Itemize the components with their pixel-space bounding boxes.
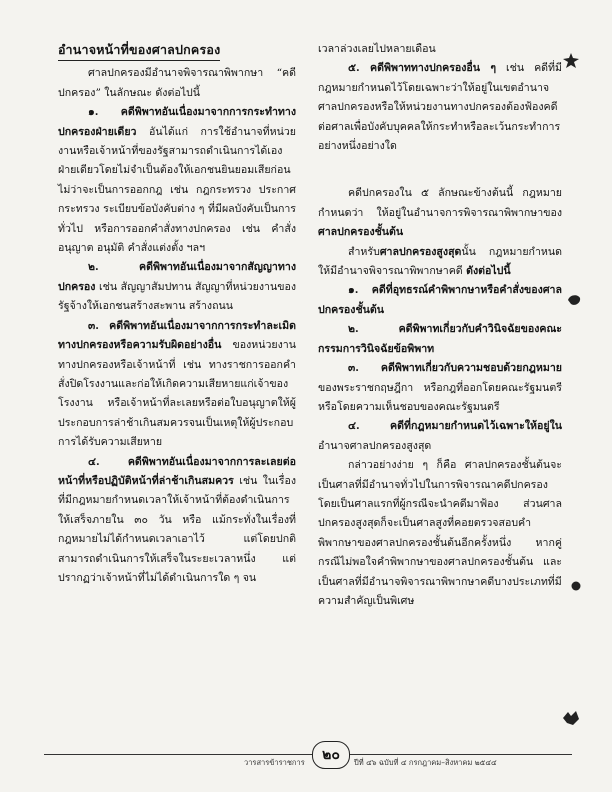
- para3-following: ดังต่อไปนี้: [466, 265, 511, 278]
- right-column: [318, 40, 562, 611]
- supreme-item-4: [318, 417, 562, 456]
- supreme-item-1-label: ๑. คดีที่อุทธรณ์คำพิพากษาหรือคำสั่งของศาลปกครองชั้นต้น: [318, 284, 562, 316]
- summary-paragraph: กล่าวอย่างง่าย ๆ ก็คือ ศาลปกครองชั้นต้นจะเป็นศาลที่มีอำนาจทั่วไปในการพิจารณาคดีปกครองโดยเป็นศาลแรกที่ผู้กรณีจะนำคดีมาฟ้อง ส่วนศาลปกครองสูงสุดก็จะเป็นศาลสูงที่คอยตรวจสอบคำพิพากษาของศาลปกครองชั้นต้นอีกครั้งหนึ่ง หากคู่กรณีไม่พอใจคำพิพากษาของศาลปกครองชั้นต้น และเป็นศาลที่มีอำนาจพิจารณาพิพากษาคดีบางประเภทที่มีความสำคัญเป็นพิเศษ: [318, 459, 562, 607]
- supreme-item-3-text: ของพระราชกฤษฎีกา หรือกฎที่ออกโดยคณะรัฐมนตรีหรือโดยความเห็นชอบของคณะรัฐมนตรี: [318, 381, 562, 413]
- item-1: [58, 103, 296, 258]
- item-3: [58, 317, 296, 453]
- first-instance-court: ศาลปกครองชั้นต้น: [318, 226, 404, 239]
- supreme-item-1: [318, 281, 562, 320]
- supreme-court-paragraph: [318, 243, 562, 282]
- supreme-item-4-label: ๔. คดีที่กฎหมายกำหนดไว้เฉพาะให้อยู่ใน: [348, 420, 562, 433]
- item-4-text: เช่น ในเรื่องที่มีกฎหมายกำหนดเวลาให้เจ้าหน้าที่ต้องดำเนินการให้เสร็จภายใน ๓๐ วัน หรือ แม้กระทั่งในเรื่องที่กฎหมายไม่ได้กำหนดเวลาเอาไว้ แต่โดยปกติสามารถดำเนินการให้เสร็จในระยะเวลาหนึ่ง แต่ปรากฏว่าเจ้าหน้าที่ไม่ได้ดำเนินการใด ๆ จน: [58, 474, 297, 584]
- item-1-label: ๑. คดีพิพาทอันเนื่องมาจากการกระทำทางปกครองฝ่ายเดียว: [58, 106, 296, 138]
- issue-info: ปีที่ ๔๖ ฉบับที่ ๔ กรกฎาคม–สิงหาคม ๒๕๔๔: [354, 758, 497, 767]
- section-heading: อำนาจหน้าที่ของศาลปกครอง: [58, 40, 220, 61]
- supreme-court: ศาลปกครองสูงสุด: [379, 245, 462, 258]
- supreme-item-4-text: อำนาจศาลปกครองสูงสุด: [318, 439, 432, 452]
- journal-title: วารสารข้าราชการ: [244, 758, 305, 767]
- item-2-text: เช่น สัญญาสัมปทาน สัญญาที่หน่วยงานของรัฐจ้างให้เอกชนสร้างสะพาน สร้างถนน: [58, 280, 297, 313]
- para3-text: นั้น กฎหมายกำหนดให้มีอำนาจพิจารณาพิพากษาคดี: [318, 245, 562, 278]
- paragraph-gap: [318, 156, 562, 184]
- item-1-text: อันได้แก่ การใช้อำนาจที่หน่วยงานหรือเจ้าหน้าที่ของรัฐสามารถดำเนินการได้เองฝ่ายเดียวโดยไม่จำเป็นต้องให้เอกชนยินยอมเสียก่อน ไม่ว่าจะเป็นการออกกฎ เช่น กฎกระทรวง ประกาศกระทรวง ระเบียบข้อบังคับต่าง ๆ ที่มีผลบังคับเป็นการทั่วไป หรือการออกคำสั่งทางปกครอง เช่น คำสั่งอนุญาต อนุมัติ คำสั่งแต่งตั้ง ฯลฯ: [58, 125, 296, 255]
- ink-blot-icon: [570, 580, 582, 592]
- para2-text: คดีปกครองใน ๕ ลักษณะข้างต้นนี้ กฎหมายกำหนดว่า ให้อยู่ในอำนาจการพิจารณาพิพากษาของ: [318, 187, 562, 219]
- item-4: [58, 453, 296, 589]
- supreme-item-2-label: ๒. คดีพิพาทเกี่ยวกับคำวินิจฉัยของคณะกรรมการวินิจฉัยข้อพิพาท: [318, 323, 562, 355]
- item-3-text: ของหน่วยงานทางปกครองหรือเจ้าหน้าที่ เช่น ทางราชการออกคำสั่งปิดโรงงานและก่อให้เกิดความเสียหายแก่เจ้าของโรงงาน หรือเจ้าหน้าที่ละเลยหรือต่อใบอนุญาตให้ผู้ประกอบการล่าช้าเกินสมควรจนเป็นเหตุให้ผู้ประกอบการได้รับความเสียหาย: [58, 339, 296, 449]
- item-4-label: ๔. คดีพิพาทอันเนื่องมาจากการละเลยต่อหน้าที่หรือปฏิบัติหน้าที่ล่าช้าเกินสมควร: [58, 455, 296, 487]
- page-number: ๒๐: [312, 741, 350, 769]
- item-5: [318, 59, 562, 156]
- item-3-label: ๓. คดีพิพาทอันเนื่องมาจากการกระทำละเมิดทางปกครองหรือความรับผิดอย่างอื่น: [58, 319, 296, 352]
- item-5-label: ๕. คดีพิพาททางปกครองอื่น ๆ: [348, 62, 497, 75]
- item-2-label: ๒. คดีพิพาทอันเนื่องมาจากสัญญาทางปกครอง: [58, 261, 296, 293]
- ink-blot-icon: [562, 52, 580, 70]
- para3-intro: สำหรับ: [348, 245, 380, 258]
- page-footer: [44, 747, 572, 771]
- supreme-item-2: [318, 320, 562, 359]
- intro-paragraph: ศาลปกครองมีอำนาจพิจารณาพิพากษา “คดีปกครอง” ในลักษณะ ดังต่อไปนี้: [58, 67, 296, 99]
- item-2: [58, 258, 296, 316]
- item-5-text: เช่น คดีที่มีกฎหมายกำหนดไว้โดยเฉพาะว่าให้อยู่ในเขตอำนาจศาลปกครองหรือให้หน่วยงานทางปกครองต้องฟ้องคดีต่อศาลเพื่อบังคับบุคคลให้กระทำหรือละเว้นกระทำการอย่างหนึ่งอย่างใด: [318, 62, 563, 153]
- first-instance-paragraph: [318, 184, 562, 242]
- ink-blot-icon: [562, 710, 580, 726]
- left-column: [58, 40, 296, 588]
- supreme-item-3: [318, 359, 562, 417]
- continued-text: เวลาล่วงเลยไปหลายเดือน: [318, 43, 436, 55]
- supreme-item-3-label: ๓. คดีพิพาทเกี่ยวกับความชอบด้วยกฎหมาย: [348, 362, 562, 375]
- ink-blot-icon: [566, 292, 582, 308]
